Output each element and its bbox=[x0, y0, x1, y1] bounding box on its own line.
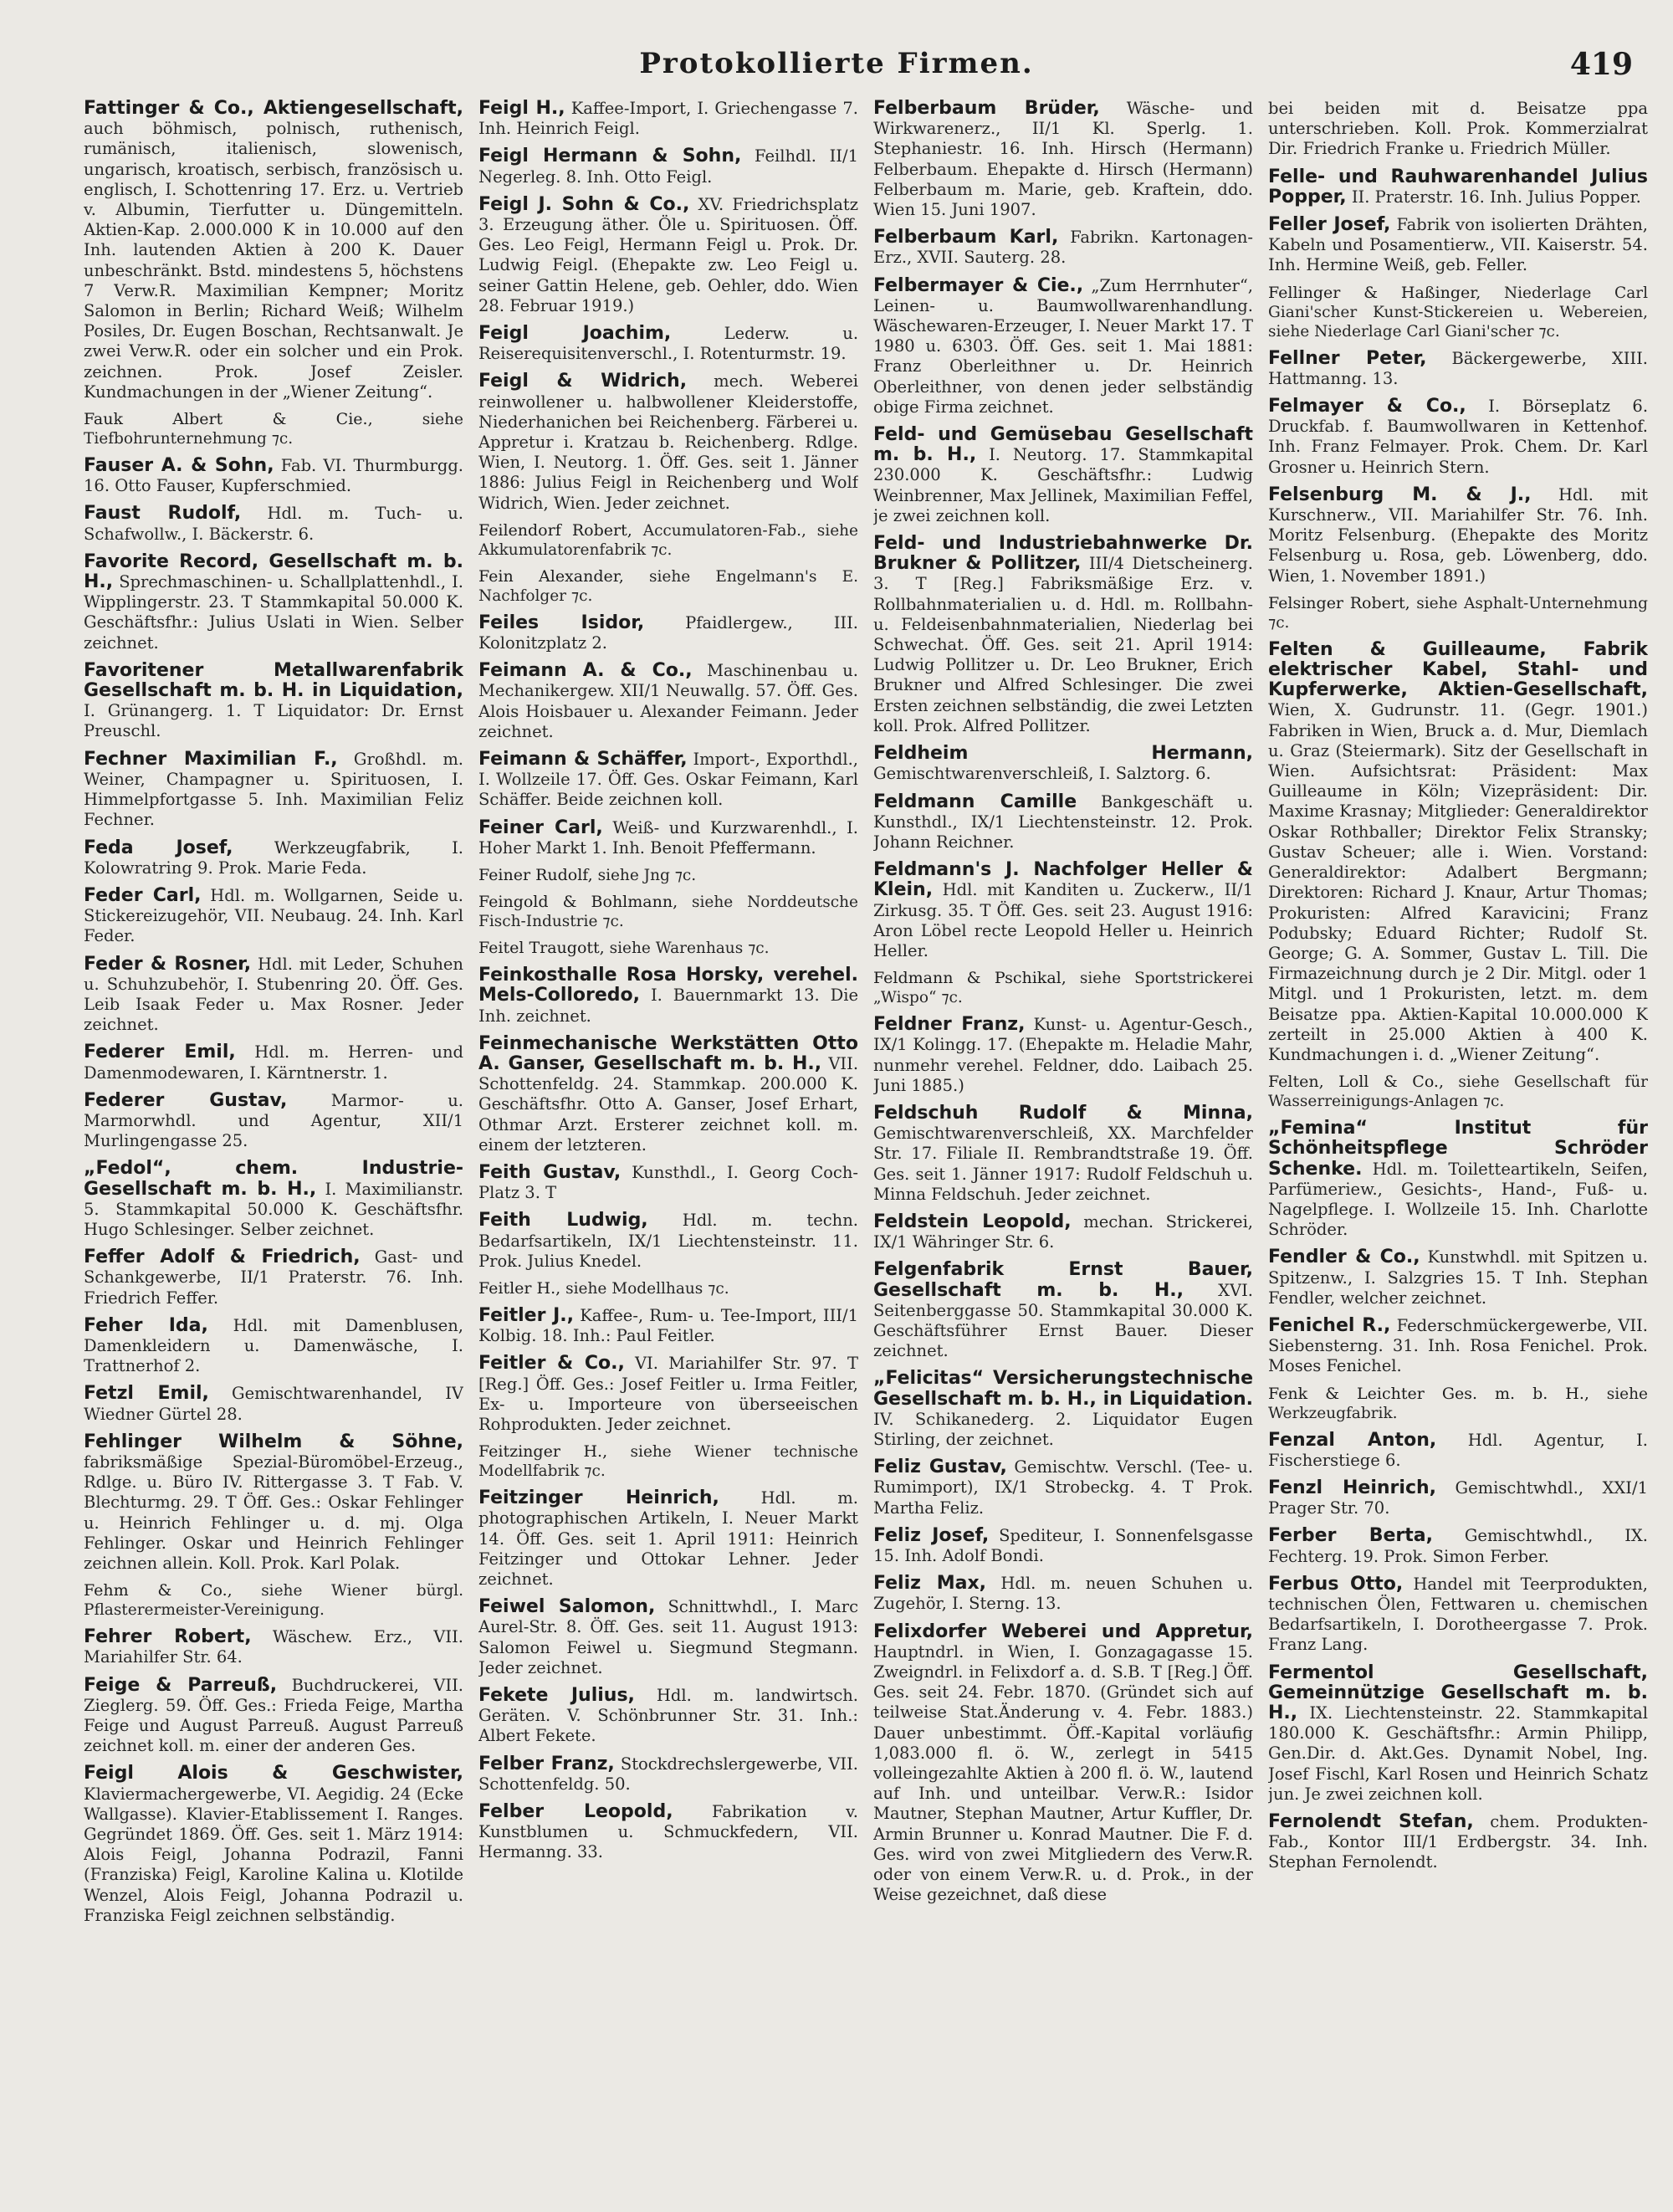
firm-entry bbox=[873, 792, 1253, 853]
firm-entry bbox=[478, 1034, 858, 1155]
firm-details: Kaffee-Import, I. Griechengasse 7. Inh. Heinrich Feigl. bbox=[478, 99, 858, 139]
firm-name: Fendler & Co., bbox=[1268, 1247, 1420, 1268]
firm-details: Hdl. Agentur, I. Fischerstiege 6. bbox=[1268, 1430, 1648, 1470]
firm-details: auch böhmisch, polnisch, ruthenisch, rumänisch, italienisch, slowenisch, ungarisch, kroatisch, serbisch, französisch u. englisch, I. Schottenring 17. Erz. u. Vertrieb v. Albumin, Tierfutter u. Düngemitteln. Aktien-Kap. 2.000.000 K in 10.000 auf den Inh. lautenden Aktien à 200 K. Dauer unbeschränkt. Bstd. mindestens 5, höchstens 7 Verw.R. Maximilian Kempner; Moritz Salomon in Berlin; Richard Weiß; Wilhelm Posiles, Dr. Eugen Boschan, Rechtsanwalt. Je zwei Verw.R. oder ein solcher und ein Prok. zeichnen. Prok. Josef Zeisler. Kundmachungen in der „Wiener Zeitung“. bbox=[84, 119, 463, 402]
firm-entry bbox=[1268, 1478, 1648, 1518]
firm-name: Felber Leopold, bbox=[478, 1801, 673, 1822]
firm-name: Feder Carl, bbox=[84, 884, 202, 906]
firm-name: Fauser A. & Sohn, bbox=[84, 455, 274, 477]
firm-name: Feith Ludwig, bbox=[478, 1210, 648, 1231]
firm-details: Handel mit Teerprodukten, technischen Ölen, Fettwaren u. chemischen Bedarfsartikeln, I. Dorotheergasse 7. Prok. Franz Lang. bbox=[1268, 1574, 1648, 1655]
firm-details: Gemischtwhdl., XXI/1 Prager Str. 70. bbox=[1268, 1477, 1648, 1518]
firm-entry bbox=[873, 1574, 1253, 1614]
firm-entry bbox=[478, 1686, 858, 1747]
firm-entry bbox=[478, 1163, 858, 1203]
firm-name: „Felicitas“ Versicherungstechnische Gesellschaft m. b. H., in Liquidation. bbox=[873, 1368, 1253, 1410]
firm-details: Hauptndrl. in Wien, I. Gonzagagasse 15. Zweigndrl. in Felixdorf a. d. S.B. T [Reg.] Öff. Ges. seit 24. Febr. 1870. (Gründet sich auf teilweise Stat.Änderung v. 4. Febr. 1883.) Dauer unbestimmt. Öff.-Kapital vorläufig 1,083.000 fl. ö. W., zerlegt in 5415 volleingezahlte Aktien à 200 fl. ö. W., lautend auf Inh. und unteilbar. Verw.R.: Isidor Mautner, Stephan Mautner, Artur Kuffler, Dr. Armin Brunner u. Konrad Mautner. Die F. d. Ges. wird von zwei Mitgliedern des Verw.R. oder von einem Verw.R. u. d. Prok., in der Weise gezeichnet, daß diese bbox=[873, 1641, 1253, 1905]
directory-columns bbox=[84, 99, 1648, 2190]
firm-name: Feliz Max, bbox=[873, 1573, 987, 1595]
firm-entry bbox=[873, 1260, 1253, 1361]
firm-entry bbox=[1268, 99, 1648, 160]
firm-name: Fattinger & Co., Aktiengesellschaft, bbox=[84, 99, 463, 119]
firm-name: Feige & Parreuß, bbox=[84, 1674, 278, 1696]
firm-entry bbox=[1268, 594, 1648, 632]
firm-name: Felberbaum Brüder, bbox=[873, 99, 1100, 119]
firm-name: Feigl & Widrich, bbox=[478, 371, 688, 392]
firm-entry bbox=[84, 1676, 463, 1757]
firm-entry bbox=[84, 552, 463, 653]
firm-details: Hdl. mit Leder, Schuhen u. Schuhzubehör, I. Stubenring 20. Öff. Ges. Leib Isaak Feder u. Max Rosner. Jeder zeichnet. bbox=[84, 954, 463, 1035]
firm-name: Feldmann Camille bbox=[873, 791, 1077, 812]
firm-name: Feldmann & Pschikal, bbox=[873, 969, 1067, 988]
firm-details: fabriksmäßige Spezial-Büromöbel-Erzeug., Rdlge. u. Büro IV. Rittergasse 3. T Fab. V. Blechturmg. 29. T Öff. Ges.: Oskar Fehlinger u. Heinrich Fehlinger u. d. mj. Olga Fehlinger. Oskar und Heinrich Fehlinger zeichnen allein. Koll. Prok. Karl Polak. bbox=[84, 1452, 463, 1573]
firm-name: Federer Gustav, bbox=[84, 1089, 288, 1111]
firm-name: „Femina“ Institut für Schönheitspflege Schröder Schenke. bbox=[1268, 1118, 1648, 1180]
firm-name: Felten, Loll & Co., bbox=[1268, 1073, 1445, 1092]
firm-entry bbox=[84, 661, 463, 742]
firm-details: Buchdruckerei, VII. Zieglerg. 59. Öff. Ges.: Frieda Feige, Martha Feige und August Parreuß. August Parreuß zeichnet koll. m. einer der anderen Ges. bbox=[84, 1675, 463, 1756]
firm-name: Felle- und Rauhwarenhandel Julius Popper, bbox=[1268, 166, 1648, 207]
firm-entry bbox=[84, 1042, 463, 1083]
firm-name: Feiles Isidor, bbox=[478, 612, 645, 633]
firm-entry bbox=[1268, 397, 1648, 478]
firm-entry bbox=[478, 324, 858, 364]
firm-name: Feigl Hermann & Sohn, bbox=[478, 146, 742, 167]
firm-entry bbox=[84, 1764, 463, 1926]
firm-name: Federer Emil, bbox=[84, 1042, 236, 1063]
firm-name: Feitler J., bbox=[478, 1304, 574, 1326]
firm-entry bbox=[1268, 1431, 1648, 1471]
firm-entry bbox=[873, 969, 1253, 1007]
firm-details: Federschmückergewerbe, VII. Siebensterng. 31. Inh. Rosa Fenichel. Prok. Moses Fenichel. bbox=[1268, 1315, 1648, 1376]
firm-name: Feimann A. & Co., bbox=[478, 660, 693, 682]
firm-name: Felsenburg M. & J., bbox=[1268, 484, 1532, 505]
firm-details: Fab. VI. Thurmburgg. 16. Otto Fauser, Kupferschmied. bbox=[84, 456, 463, 496]
firm-details: Hdl. m. neuen Schuhen u. Zugehör, I. Sterng. 13. bbox=[873, 1574, 1253, 1614]
firm-entry bbox=[84, 1159, 463, 1240]
firm-details: Hdl. m. Wollgarnen, Seide u. Stickereizugehör, VII. Neubaug. 24. Inh. Karl Feder. bbox=[84, 885, 463, 946]
firm-details: Gemischtw. Verschl. (Tee- u. Rumimport), IX/1 Strobeckg. 4. T Prok. Martha Feliz. bbox=[873, 1457, 1253, 1518]
firm-details: XV. Friedrichsplatz 3. Erzeugung äther. Öle u. Spirituosen. Öff. Ges. Leo Feigl, Hermann Feigl u. Prok. Dr. Ludwig Feigl. (Ehepakte zw. Leo Feigl u. seiner Gattin Helene, geb. Oehler, ddo. Wien 28. Februar 1919.) bbox=[478, 194, 858, 315]
firm-name: Feldner Franz, bbox=[873, 1014, 1026, 1036]
firm-details: III/4 Dietscheinerg. 3. T [Reg.] Fabriksmäßige Erz. v. Rollbahnmaterialien u. d. Hdl. m. Rollbahn- u. Feldeisenbahnmaterialien, Niederlag bei Schwechat. Öff. Ges. seit 21. April 1914: Ludwig Pollitzer u. Dr. Leo Brukner, Erich Brukner und Alfred Schlesinger. Die zwei Ersten zeichnen selbständig, die zwei Letzten koll. Prok. Alfred Pollitzer. bbox=[873, 554, 1253, 735]
firm-name: Felberbaum Karl, bbox=[873, 227, 1059, 248]
firm-entry bbox=[84, 1581, 463, 1620]
firm-entry bbox=[478, 613, 858, 653]
firm-details: Import-, Exporthdl., I. Wollzeile 17. Öff. Ges. Oskar Feimann, Karl Schäffer. Beide zeichnen koll. bbox=[478, 750, 858, 810]
firm-details: „Zum Herrnhuter“, Leinen- u. Baumwollwarenhandlung. Wäschewaren-Erzeuger, I. Neuer Markt 17. T 1980 u. 6303. Öff. Ges. seit 1. Mai 1881: Franz Oberleithner u. Dr. Heinrich Oberleithner, von denen jeder selbständig obige Firma zeichnet. bbox=[873, 275, 1253, 417]
firm-name: Fehm & Co., bbox=[84, 1581, 233, 1600]
firm-entry bbox=[84, 955, 463, 1036]
firm-entry bbox=[1268, 1575, 1648, 1656]
firm-details: Kunstwhdl. mit Spitzen u. Spitzenw., I. Salzgries 15. T Inh. Stephan Fendler, welcher zeichnet. bbox=[1268, 1247, 1648, 1308]
firm-entry bbox=[1268, 1663, 1648, 1805]
firm-entry bbox=[1268, 1526, 1648, 1566]
firm-name: Feliz Josef, bbox=[873, 1524, 990, 1546]
firm-entry bbox=[1268, 215, 1648, 276]
firm-details: siehe Norddeutsche Fisch-Industrie ⁊c. bbox=[478, 894, 858, 931]
firm-name: Felixdorfer Weberei und Appretur, bbox=[873, 1621, 1253, 1642]
firm-entry bbox=[1268, 1247, 1648, 1308]
firm-name: Fenk & Leichter Ges. m. b. H., bbox=[1268, 1384, 1589, 1403]
firm-details: chem. Produkten-Fab., Kontor III/1 Erdbergstr. 34. Inh. Stephan Fernolendt. bbox=[1268, 1812, 1648, 1872]
firm-name: Felber Franz, bbox=[478, 1753, 615, 1774]
firm-name: Fetzl Emil, bbox=[84, 1383, 209, 1405]
firm-entry bbox=[478, 1802, 858, 1863]
directory-column bbox=[873, 99, 1253, 2190]
firm-name: Fechner Maximilian F., bbox=[84, 748, 338, 770]
firm-name: Feinmechanische Werkstätten Otto A. Ganser, Gesellschaft m. b. H., bbox=[478, 1032, 858, 1074]
firm-name: Feigl Alois & Geschwister, bbox=[84, 1763, 463, 1784]
firm-name: Feitzinger H., bbox=[478, 1442, 608, 1462]
firm-details: Pfaidlergew., III. Kolonitzplatz 2. bbox=[478, 612, 858, 653]
firm-details: Gemischtwhdl., IX. Fechterg. 19. Prok. Simon Ferber. bbox=[1268, 1526, 1648, 1566]
firm-entry bbox=[1268, 485, 1648, 586]
firm-entry bbox=[1268, 284, 1648, 341]
directory-column bbox=[1268, 99, 1648, 2190]
firm-name: Feldschuh Rudolf & Minna, bbox=[873, 1102, 1253, 1124]
firm-entry bbox=[1268, 167, 1648, 207]
firm-name: Favoritener Metallwarenfabrik Gesellschaft m. b. H. in Liquidation, bbox=[84, 659, 463, 702]
firm-details: Gemischtwarenverschleiß, I. Salztorg. 6. bbox=[873, 764, 1211, 784]
firm-details: Fabrikation v. Kunstblumen u. Schmuckfedern, VII. Hermanng. 33. bbox=[478, 1802, 858, 1862]
firm-entry bbox=[478, 939, 858, 958]
firm-details: Großhdl. m. Weiner, Champagner u. Spirituosen, I. Himmelpfortgasse 5. Inh. Maximilian Feliz Fechner. bbox=[84, 749, 463, 830]
firm-entry bbox=[1268, 1385, 1648, 1423]
firm-details: Kaffee-, Rum- u. Tee-Import, III/1 Kolbig. 18. Inh.: Paul Feitler. bbox=[478, 1305, 858, 1346]
firm-entry bbox=[84, 838, 463, 878]
firm-details: VII. Schottenfeldg. 24. Stammkap. 200.000 K. Geschäftsfhr. Otto A. Ganser, Josef Erhart, Othmar Arzt. Ersterer zeichnet koll. m. einem der letzteren. bbox=[478, 1053, 858, 1155]
firm-entry bbox=[84, 99, 463, 402]
firm-name: Felbermayer & Cie., bbox=[873, 274, 1084, 296]
firm-name: Feldstein Leopold, bbox=[873, 1211, 1072, 1232]
firm-entry bbox=[873, 228, 1253, 268]
firm-name: Fehrer Robert, bbox=[84, 1626, 252, 1648]
firm-details: IV. Schikanederg. 2. Liquidator Eugen Stirling, der zeichnet. bbox=[873, 1409, 1253, 1449]
firm-entry bbox=[1268, 640, 1648, 1065]
firm-name: Feldheim Hermann, bbox=[873, 743, 1253, 765]
firm-entry bbox=[1268, 1316, 1648, 1377]
firm-name: Fellner Peter, bbox=[1268, 347, 1427, 369]
firm-details: Wäsche- und Wirkwarenerz., II/1 Kl. Sperlg. 1. Stephaniestr. 16. Inh. Hirsch (Hermann) Felberbaum. Ehepakte d. Hirsch (Hermann) Felberbaum m. Marie, geb. Kraftein, ddo. Wien 15. Juni 1907. bbox=[873, 99, 1253, 220]
firm-entry bbox=[84, 750, 463, 831]
firm-details: Accumulatoren-Fab., siehe Akkumulatorenfabrik ⁊c. bbox=[478, 521, 858, 559]
firm-details: Bankgeschäft u. Kunsthdl., IX/1 Liechtensteinstr. 12. Prok. Johann Reichner. bbox=[873, 791, 1253, 852]
firm-name: Feitel Traugott, bbox=[478, 939, 605, 958]
firm-details: Hdl. mit Kurschnerw., VII. Mariahilfer Str. 76. Inh. Moritz Felsenburg. (Ehepakte des Moritz Felsenburg u. Rosa, geb. Löwenberg, ddo. Wien, 1. November 1891.) bbox=[1268, 484, 1648, 586]
firm-details: Wäschew. Erz., VII. Mariahilfer Str. 64. bbox=[84, 1627, 463, 1667]
firm-entry bbox=[873, 1622, 1253, 1906]
firm-name: Faust Rudolf, bbox=[84, 503, 242, 525]
firm-details: Hdl. mit Damenblusen, Damenkleidern u. Damenwäsche, I. Trattnerhof 2. bbox=[84, 1315, 463, 1376]
firm-name: Fermentol Gesellschaft, Gemeinnützige Gesellschaft m. b. H., bbox=[1268, 1662, 1648, 1723]
firm-entry bbox=[84, 410, 463, 448]
firm-details: I. Grünangerg. 1. T Liquidator: Dr. Ernst Preuschl. bbox=[84, 701, 463, 741]
firm-entry bbox=[478, 1306, 858, 1346]
firm-details: siehe Asphalt-Unternehmung ⁊c. bbox=[1268, 594, 1648, 632]
firm-entry bbox=[478, 99, 858, 139]
firm-name: Feigl Joachim, bbox=[478, 323, 672, 345]
firm-name: Felten & Guilleaume, Fabrik elektrischer Kabel, Stahl- und Kupferwerke, Aktien-Gesellschaft, bbox=[1268, 638, 1648, 701]
firm-name: Feldmann's J. Nachfolger Heller & Klein, bbox=[873, 859, 1253, 901]
firm-details: Hdl. m. landwirtsch. Geräten. V. Schönbrunner Str. 31. Inh.: Albert Fekete. bbox=[478, 1685, 858, 1746]
firm-details: siehe Jng ⁊c. bbox=[597, 867, 697, 885]
firm-details: Maschinenbau u. Mechanikergew. XII/1 Neuwallg. 57. Öff. Ges. Alois Hoisbauer u. Alexander Feimann. Jeder zeichnet. bbox=[478, 661, 858, 741]
firm-name: Feiner Rudolf, bbox=[478, 866, 593, 885]
firm-entry bbox=[873, 1212, 1253, 1252]
directory-column bbox=[84, 99, 463, 2190]
firm-entry bbox=[478, 1211, 858, 1272]
firm-details: Spediteur, I. Sonnenfelsgasse 15. Inh. Adolf Bondi. bbox=[873, 1525, 1253, 1565]
firm-entry bbox=[873, 99, 1253, 220]
firm-entry bbox=[1268, 1812, 1648, 1873]
firm-details: Gemischtwarenverschleiß, XX. Marchfelder Str. 17. Filiale II. Rembrandtstraße 19. Öff. Ges. seit 1. Jänner 1917: Rudolf Feldschuh u. Minna Feldschuh. Jeder zeichnet. bbox=[873, 1124, 1253, 1204]
firm-name: Fein Alexander, bbox=[478, 566, 624, 586]
firm-entry bbox=[478, 1279, 858, 1298]
firm-name: Ferber Berta, bbox=[1268, 1525, 1433, 1547]
firm-entry bbox=[84, 1091, 463, 1152]
firm-name: Feller Josef, bbox=[1268, 214, 1391, 236]
firm-entry bbox=[873, 1015, 1253, 1096]
firm-details: Stockdrechslergewerbe, VII. Schottenfeldg. 50. bbox=[478, 1754, 858, 1794]
firm-entry bbox=[1268, 1119, 1648, 1240]
firm-details: siehe Sportstrickerei „Wispo“ ⁊c. bbox=[873, 970, 1253, 1007]
firm-name: Feimann & Schäffer, bbox=[478, 749, 688, 771]
firm-details: Marmor- u. Marmorwhdl. und Agentur, XII/1 Murlingengasse 25. bbox=[84, 1090, 463, 1151]
firm-entry bbox=[478, 1597, 858, 1678]
firm-name: Feitzinger Heinrich, bbox=[478, 1487, 719, 1509]
firm-entry bbox=[478, 1354, 858, 1435]
firm-entry bbox=[478, 567, 858, 606]
firm-entry bbox=[84, 1247, 463, 1308]
firm-entry bbox=[478, 965, 858, 1027]
firm-name: Favorite Record, Gesellschaft m. b. H., bbox=[84, 550, 463, 593]
firm-entry bbox=[84, 456, 463, 496]
firm-name: Ferbus Otto, bbox=[1268, 1573, 1404, 1595]
firm-entry bbox=[478, 371, 858, 513]
firm-entry bbox=[873, 1457, 1253, 1518]
firm-details: Fabrik von isolierten Drähten, Kabeln und Posamentierw., VII. Kaiserstr. 54. Inh. Hermine Weiß, geb. Feller. bbox=[1268, 215, 1648, 275]
firm-name: Feda Josef, bbox=[84, 837, 233, 858]
firm-details: Klaviermachergewerbe, VI. Aegidig. 24 (Ecke Wallgasse). Klavier-Etablissement I. Ranges. Gegründet 1869. Öff. Ges. seit 1. März 1914: Alois Feigl, Johanna Podrazil, Fanni (Franziska) Feigl, Karoline Kalina u. Klotilde Wenzel, Alois Feigl, Johanna Podrazil u. Franziska Feigl zeichnen selbständig. bbox=[84, 1784, 463, 1925]
firm-details: Fabrikn. Kartonagen-Erz., XVII. Sauterg. 28. bbox=[873, 228, 1253, 268]
firm-details: Sprechmaschinen- u. Schallplattenhdl., I. Wipplingerstr. 23. T Stammkapital 50.000 K. Geschäftsfhr.: Julius Uslati in Wien. Selber zeichnet. bbox=[84, 572, 463, 653]
firm-details: Feilhdl. II/1 Negerleg. 8. Inh. Otto Feigl. bbox=[478, 146, 858, 187]
firm-details: Kunst- u. Agentur-Gesch., IX/1 Kolingg. 17. (Ehepakte m. Heladie Mahr, nunmehr verehel. Feldner, ddo. Laibach 25. Juni 1885.) bbox=[873, 1015, 1253, 1095]
firm-details: Hdl. m. techn. Bedarfsartikeln, IX/1 Liechtensteinstr. 11. Prok. Julius Knedel. bbox=[478, 1211, 858, 1271]
firm-details: siehe Engelmann's E. Nachfolger ⁊c. bbox=[478, 567, 858, 605]
firm-entry bbox=[84, 1627, 463, 1667]
firm-details: I. Neutorg. 17. Stammkapital 230.000 K. Geschäftsfhr.: Ludwig Weinbrenner, Max Jellinek, Maximilian Feffel, je zwei zeichnen koll. bbox=[873, 445, 1253, 525]
firm-name: Feliz Gustav, bbox=[873, 1457, 1007, 1478]
firm-details: Hdl. mit Kanditen u. Zuckerw., II/1 Zirkusg. 35. T Öff. Ges. seit 23. August 1916: Aron Löbel recte Leopold Heller u. Heinrich Heller. bbox=[873, 880, 1253, 960]
firm-name: Feilendorf Robert, bbox=[478, 520, 632, 540]
page-title: Protokollierte Firmen. bbox=[639, 47, 1034, 80]
firm-name: Feld- und Gemüsebau Gesellschaft m. b. H., bbox=[873, 424, 1253, 466]
firm-details: XVI. Seitenberggasse 50. Stammkapital 30.000 K. Geschäftsführer Ernst Bauer. Dieser zeichnet. bbox=[873, 1280, 1253, 1361]
firm-details: Lederw. u. Reiserequisitenverschl., I. Rotenturmstr. 19. bbox=[478, 324, 858, 364]
firm-details: mech. Weberei reinwollener u. halbwollener Kleiderstoffe, Niederhanichen bei Reichenberg. Färberei u. Appretur i. Kratzau b. Reichenberg. Rdlge. Wien, I. Neutorg. 1. Öff. Ges. seit 1. Jänner 1886: Julius Feigl in Reichenberg und Wolf Widrich, Wien. Jeder zeichnet. bbox=[478, 371, 858, 513]
firm-details: Hdl. m. Tuch- u. Schafwollw., I. Bäckerstr. 6. bbox=[84, 504, 463, 544]
firm-entry bbox=[873, 860, 1253, 961]
firm-entry bbox=[873, 1103, 1253, 1205]
firm-entry bbox=[84, 886, 463, 947]
firm-name: Felgenfabrik Ernst Bauer, Gesellschaft m. b. H., bbox=[873, 1259, 1253, 1301]
firm-name: Feitler H., bbox=[478, 1278, 561, 1298]
firm-name: Feinkosthalle Rosa Horsky, verehel. Mels-Colloredo, bbox=[478, 965, 858, 1006]
firm-name: Fenzal Anton, bbox=[1268, 1429, 1437, 1451]
firm-entry bbox=[478, 1754, 858, 1795]
firm-entry bbox=[84, 1432, 463, 1574]
firm-name: Feher Ida, bbox=[84, 1314, 208, 1336]
firm-details: Hdl. m. Toiletteartikeln, Seifen, Parfümeriew., Gesichts-, Hand-, Fuß- u. Nagelpflege. I. Wollzeile 15. Inh. Charlotte Schröder. bbox=[1268, 1159, 1648, 1240]
firm-entry bbox=[84, 1384, 463, 1424]
firm-name: Fekete Julius, bbox=[478, 1684, 635, 1706]
firm-entry bbox=[873, 1369, 1253, 1450]
firm-entry bbox=[478, 1442, 858, 1481]
firm-details: siehe Wiener bürgl. Pflasterermeister-Vereinigung. bbox=[84, 1582, 463, 1620]
firm-entry bbox=[1268, 1073, 1648, 1111]
directory-column bbox=[478, 99, 858, 2190]
firm-details: Kunsthdl., I. Georg Coch-Platz 3. T bbox=[478, 1162, 858, 1203]
firm-details: bei beiden mit d. Beisatze ppa unterschrieben. Koll. Prok. Kommerzialrat Dir. Friedrich Franke u. Friedrich Müller. bbox=[1268, 99, 1648, 159]
firm-details: siehe Werkzeugfabrik. bbox=[1268, 1385, 1648, 1422]
firm-details: Werkzeugfabrik, I. Kolowratring 9. Prok. Marie Feda. bbox=[84, 837, 463, 878]
firm-name: Fellinger & Haßinger, bbox=[1268, 283, 1481, 302]
firm-entry bbox=[873, 425, 1253, 526]
firm-name: Felmayer & Co., bbox=[1268, 396, 1466, 417]
firm-details: I. Bauernmarkt 13. Die Inh. zeichnet. bbox=[478, 986, 858, 1026]
firm-name: Feiwel Salomon, bbox=[478, 1596, 656, 1618]
firm-details: I. Maximilianstr. 5. Stammkapital 50.000 K. Geschäftsfhr. Hugo Schlesinger. Selber zeichnet. bbox=[84, 1179, 463, 1239]
firm-details: siehe Gesellschaft für Wasserreinigungs-Anlagen ⁊c. bbox=[1268, 1073, 1648, 1111]
firm-name: Felsinger Robert, bbox=[1268, 593, 1410, 612]
firm-details: IX. Liechtensteinstr. 22. Stammkapital 180.000 K. Geschäftsfhr.: Armin Philipp, Gen.Dir. d. Akt.Ges. Dynamit Nobel, Ing. Josef Fischl, Karl Rosen und Heinrich Schatz jun. Je zwei zeichnen koll. bbox=[1268, 1703, 1648, 1804]
firm-entry bbox=[873, 1526, 1253, 1566]
firm-name: Feffer Adolf & Friedrich, bbox=[84, 1247, 361, 1268]
firm-details: siehe Warenhaus ⁊c. bbox=[609, 940, 770, 958]
firm-entry bbox=[478, 661, 858, 742]
firm-details: Niederlage Carl Giani'scher Kunst-Stickereien u. Webereien, siehe Niederlage Carl Giani'scher ⁊c. bbox=[1268, 284, 1648, 341]
firm-entry bbox=[1268, 349, 1648, 389]
firm-details: siehe Modellhaus ⁊c. bbox=[565, 1279, 729, 1298]
firm-name: Feigl J. Sohn & Co., bbox=[478, 193, 690, 215]
firm-details: Gemischtwarenhandel, IV Wiedner Gürtel 28. bbox=[84, 1384, 463, 1424]
firm-details: Wien, X. Gudrunstr. 11. (Gegr. 1901.) Fabriken in Wien, Bruck a. d. Mur, Diemlach u. Graz (Steiermark). Sitz der Gesellschaft in Wien. Aufsichtsrat: Präsident: Max Guilleaume in Köln; Vizepräsident: Dir. Maxime Krasnay; Mitglieder: Generaldirektor Oskar Rothballer; Direktor Felix Stransky; Gustav Scheuer; alle i. Wien. Vorstand: Generaldirektor: Adalbert Bergmann; Direktoren: Richard J. Knaur, Artur Thomas; Prokuristen: Alfred Karavicini; Franz Podubsky; Eduard Richter; Rudolf St. George; G. A. Sommer, Gustav L. Till. Die Firmazeichnung durch je 2 Dir. Mitgl. oder 1 Mitgl. und 1 Prokuristen, letzt. m. dem Beisatze ppa. Aktien-Kapital 10.000.000 K zerteilt in 25.000 Aktien à 400 K. Kundmachungen i. d. „Wiener Zeitung“. bbox=[1268, 700, 1648, 1064]
firm-entry bbox=[478, 866, 858, 885]
page-header bbox=[0, 40, 1673, 90]
firm-entry bbox=[84, 504, 463, 544]
firm-details: siehe Tiefbohrunternehmung ⁊c. bbox=[84, 411, 463, 448]
firm-entry bbox=[478, 893, 858, 931]
firm-name: Feigl H., bbox=[478, 99, 565, 119]
firm-entry bbox=[873, 744, 1253, 784]
firm-name: Fauk Albert & Cie., bbox=[84, 410, 373, 429]
firm-name: Feingold & Bohlmann, bbox=[478, 893, 678, 912]
firm-entry bbox=[478, 750, 858, 811]
firm-details: VI. Mariahilfer Str. 97. T [Reg.] Öff. Ges.: Josef Feitler u. Irma Feitler, Ex- u. Importeure von überseeischen Rohprodukten. Jeder zeichnet. bbox=[478, 1354, 858, 1434]
firm-name: Feitler & Co., bbox=[478, 1353, 625, 1375]
firm-name: Feith Gustav, bbox=[478, 1161, 622, 1183]
firm-entry bbox=[873, 276, 1253, 417]
firm-entry bbox=[478, 521, 858, 560]
firm-entry bbox=[873, 534, 1253, 736]
firm-details: mechan. Strickerei, IX/1 Währinger Str. 6. bbox=[873, 1211, 1253, 1252]
firm-entry bbox=[478, 146, 858, 187]
firm-details: II. Praterstr. 16. Inh. Julius Popper. bbox=[1351, 187, 1641, 207]
firm-name: Feiner Carl, bbox=[478, 817, 603, 838]
firm-details: I. Börseplatz 6. Druckfab. f. Baumwollwaren in Kettenhof. Inh. Franz Felmayer. Prok. Chem. Dr. Karl Grosner u. Heinrich Stern. bbox=[1268, 397, 1648, 477]
firm-details: Weiß- und Kurzwarenhdl., I. Hoher Markt 1. Inh. Benoit Pfeffermann. bbox=[478, 817, 858, 858]
firm-entry bbox=[478, 818, 858, 858]
firm-details: Hdl. m. photographischen Artikeln, I. Neuer Markt 14. Öff. Ges. seit 1. April 1911: Heinrich Feitzinger und Ottokar Lehner. Jeder zeichnet. bbox=[478, 1488, 858, 1589]
firm-name: Fernolendt Stefan, bbox=[1268, 1811, 1474, 1833]
firm-name: Fenichel R., bbox=[1268, 1314, 1391, 1336]
firm-entry bbox=[84, 1316, 463, 1377]
firm-name: Fehlinger Wilhelm & Söhne, bbox=[84, 1431, 463, 1452]
firm-details: Gast- und Schankgewerbe, II/1 Praterstr. 76. Inh. Friedrich Feffer. bbox=[84, 1247, 463, 1308]
page-number: 419 bbox=[1569, 47, 1633, 82]
firm-name: Fenzl Heinrich, bbox=[1268, 1477, 1437, 1498]
firm-name: Feder & Rosner, bbox=[84, 953, 252, 975]
firm-details: Hdl. m. Herren- und Damenmodewaren, I. Kärntnerstr. 1. bbox=[84, 1042, 463, 1083]
firm-entry bbox=[478, 195, 858, 316]
firm-details: Schnittwhdl., I. Marc Aurel-Str. 8. Öff. Ges. seit 11. August 1913: Salomon Feiwel u. Siegmund Stegmann. Jeder zeichnet. bbox=[478, 1597, 858, 1677]
firm-entry bbox=[478, 1488, 858, 1590]
firm-details: siehe Wiener technische Modellfabrik ⁊c. bbox=[478, 1443, 858, 1481]
firm-name: „Fedol“, chem. Industrie-Gesellschaft m. b. H., bbox=[84, 1158, 463, 1200]
firm-details: Bäckergewerbe, XIII. Hattmanng. 13. bbox=[1268, 348, 1648, 388]
firm-name: Feld- und Industriebahnwerke Dr. Brukner & Pollitzer, bbox=[873, 533, 1253, 575]
